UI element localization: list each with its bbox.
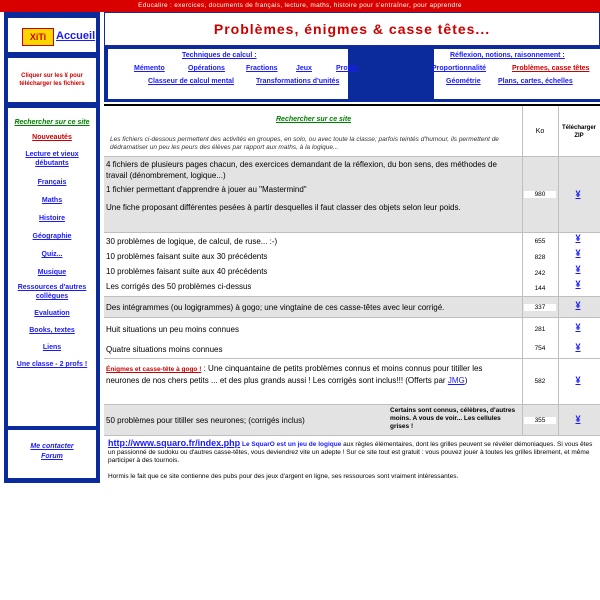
- row-description: 30 problèmes de logique, de calcul, de ruse... :-): [106, 237, 278, 246]
- file-size: 754: [534, 345, 546, 352]
- sidebar-item-quiz[interactable]: Quiz...: [41, 251, 63, 258]
- row5-text: : Une cinquantaine de petits problèmes connus et moins connus pour titiller les neurones de nos chers petits ... et des plus grands aussi ! Les corrigés sont inclus!!! (Offerts par: [106, 364, 483, 385]
- nav-link-operations[interactable]: Opérations: [188, 65, 225, 72]
- row-description: Huit situations un peu moins connues: [106, 325, 239, 334]
- nav-link-mental-calc[interactable]: Classeur de calcul mental: [148, 78, 234, 85]
- home-link[interactable]: Accueil: [56, 30, 96, 42]
- xiti-logo[interactable]: XiTi: [22, 28, 54, 46]
- nav-link-memento[interactable]: Mémento: [134, 65, 165, 72]
- sidebar-item-resources[interactable]: Ressources d'autres collègues: [17, 284, 87, 300]
- file-size: 281: [534, 326, 546, 333]
- download-link[interactable]: ¥: [575, 342, 581, 352]
- sidebar-item-news[interactable]: Nouveautés: [32, 134, 72, 141]
- sidebar-item-music[interactable]: Musique: [37, 269, 67, 276]
- sidebar-item-geography[interactable]: Géographie: [32, 233, 72, 240]
- table-row: [104, 297, 600, 317]
- file-size: 828: [534, 254, 546, 261]
- col-ko-header: Ko: [535, 128, 545, 135]
- contact-link[interactable]: Me contacter: [30, 443, 74, 450]
- table-search-link[interactable]: Rechercher sur ce site: [276, 116, 352, 123]
- calc-techniques-box: [108, 49, 358, 99]
- nav-link-problems[interactable]: Problèmes, casse têtes: [512, 65, 590, 72]
- download-hint-cell: [8, 58, 96, 102]
- sidebar-item-history[interactable]: Histoire: [38, 215, 66, 222]
- row-description: Des intégrammes (ou logigrammes) à gogo; une vingtaine de ces casse-têtes avec leur corrigé.: [106, 303, 445, 312]
- col-zip-header: Télécharger ZIP: [561, 125, 597, 139]
- enigmes-link[interactable]: Énigmes et casse-tête à gogo !: [106, 366, 202, 373]
- site-banner: Educalire : exercices, documents de français, lecture, maths, histoire pour s'entraîner, pour apprendre: [0, 0, 600, 12]
- forum-link[interactable]: Forum: [41, 453, 63, 460]
- row-description: 4 fichiers de plusieurs pages chacun, des exercices demandant de la réflexion, du bon sens, des méthodes de travail (dénombrement, logique...): [106, 160, 497, 180]
- resources-table: [104, 104, 600, 480]
- download-hint: Cliquer sur les ¥ pour télécharger les fichiers: [19, 73, 85, 87]
- download-link[interactable]: ¥: [575, 189, 581, 199]
- nav-link-unit-transform[interactable]: Transformations d'unités: [256, 78, 340, 85]
- squaro-note: Hormis le fait que ce site contienne des pubs pour des jeux d'argent en ligne, ses ressources sont vraiment intéressantes.: [108, 473, 459, 480]
- title-box: [104, 12, 600, 46]
- nav-link-profils[interactable]: Profils: [336, 65, 358, 72]
- file-size: 980: [524, 191, 556, 198]
- page-title: Problèmes, énigmes & casse têtes...: [213, 21, 491, 37]
- file-size: 582: [534, 378, 546, 385]
- left-sidebar: [4, 12, 100, 483]
- file-size: 655: [534, 238, 546, 245]
- nav-link-geometry[interactable]: Géométrie: [446, 78, 481, 85]
- download-link[interactable]: ¥: [575, 264, 581, 274]
- download-link[interactable]: ¥: [575, 233, 581, 243]
- row-description: 50 problèmes pour titiller ses neurones; (corrigés inclus): [106, 416, 305, 425]
- download-link[interactable]: ¥: [575, 248, 581, 258]
- squaro-link[interactable]: http://www.squaro.fr/index.php: [108, 438, 241, 448]
- row5-end: ): [464, 376, 468, 385]
- row-description: Les corrigés des 50 problèmes ci-dessus: [106, 282, 252, 291]
- sidebar-item-french[interactable]: Français: [37, 179, 67, 186]
- contact-cell: [8, 430, 96, 478]
- sidebar-item-search[interactable]: Rechercher sur ce site: [14, 119, 90, 126]
- row-description: 10 problèmes faisant suite aux 30 précédents: [106, 252, 268, 261]
- table-row: [104, 359, 600, 404]
- squaro-bold: Le SquarO est un jeu de logique: [241, 441, 342, 448]
- row-description: 1 fichier permettant d'apprendre à jouer au "Mastermind": [106, 185, 307, 194]
- top-navigation: [104, 46, 600, 102]
- nav-link-jeux[interactable]: Jeux: [296, 65, 312, 72]
- file-size: 337: [524, 304, 556, 311]
- sidebar-item-links[interactable]: Liens: [42, 344, 62, 351]
- squaro-text: aux règles élémentaires, dont les grilles peuvent se révéler démoniaques. Si vous êtes un passionné de sudoku ou d'autres casse-têtes, vous deviendrez vite un adepte ! Sur ce site tout est gratuit : vous pouvez jouer à toutes les grilles librement, et même participer à des tournois.: [108, 441, 593, 464]
- download-link[interactable]: ¥: [575, 279, 581, 289]
- download-link[interactable]: ¥: [575, 322, 581, 332]
- table-row: [104, 233, 600, 296]
- table-intro: Les fichiers ci-dessous permettent des activités en groupes, en solo, ou avec toute la classe; parfois teintés d'humour, ils permettent de dédramatiser un peu les peurs des élèves par rapport aux maths, à la logique...: [110, 136, 499, 151]
- sidebar-item-books[interactable]: Books, textes: [29, 327, 75, 334]
- file-size: 355: [524, 417, 556, 424]
- download-link[interactable]: ¥: [575, 300, 581, 310]
- squaro-row: [104, 437, 600, 487]
- row-description: Une fiche proposant différentes pesées à partir desquelles il faut classer des objets selon leur poids.: [106, 203, 461, 212]
- logo-cell: [8, 18, 96, 52]
- download-link[interactable]: ¥: [575, 375, 581, 385]
- row-description: 10 problèmes faisant suite aux 40 précédents: [106, 267, 268, 276]
- nav-link-maps[interactable]: Plans, cartes, échelles: [498, 78, 573, 85]
- reasoning-box: [434, 49, 600, 99]
- row-description: [106, 363, 516, 386]
- reasoning-heading[interactable]: Réflexion, notions, raisonnement :: [450, 52, 565, 59]
- calc-techniques-heading[interactable]: Techniques de calcul :: [182, 52, 257, 59]
- nav-link-fractions[interactable]: Fractions: [246, 65, 278, 72]
- table-row: [104, 405, 600, 435]
- download-link[interactable]: ¥: [575, 414, 581, 424]
- sidebar-item-maths[interactable]: Maths: [41, 197, 63, 204]
- author-link[interactable]: JMG: [447, 376, 465, 385]
- table-row: [104, 157, 600, 232]
- row-description: Quatre situations moins connues: [106, 345, 223, 354]
- file-size: 242: [534, 270, 546, 277]
- row-note: Certains sont connus, célèbres, d'autres moins. A vous de voir... Les cellules grises !: [390, 407, 516, 430]
- nav-link-proportionality[interactable]: Proportionnalité: [432, 65, 487, 72]
- file-size: 144: [534, 285, 546, 292]
- squaro-description: [108, 439, 600, 465]
- sidebar-nav: [8, 108, 96, 426]
- sidebar-item-reading[interactable]: Lecture et vieux débutants: [25, 151, 79, 167]
- table-row: [104, 318, 600, 358]
- table-header-row: [104, 106, 600, 156]
- sidebar-item-class[interactable]: Une classe - 2 profs !: [16, 361, 88, 368]
- sidebar-item-evaluation[interactable]: Evaluation: [34, 310, 70, 317]
